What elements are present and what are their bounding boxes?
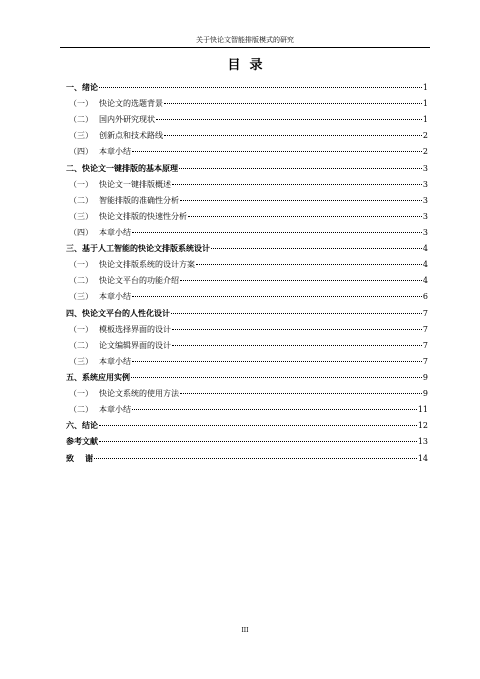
toc-entry-page: 1	[422, 83, 428, 92]
toc-entry-title: 本章小结	[99, 356, 131, 366]
toc-entry-number: 五、	[66, 372, 82, 382]
toc-entry-page: 2	[422, 147, 428, 157]
toc-entry-page: 7	[422, 340, 428, 350]
toc-entry-title: 智能排版的准确性分析	[99, 195, 179, 205]
toc-entry-title: 快论文系统的使用方法	[99, 389, 179, 399]
toc-dot-leader	[171, 313, 422, 314]
toc-entry-section[interactable]	[66, 193, 428, 209]
toc-entry-page: 2	[422, 131, 428, 141]
toc-entry-number: 三、	[66, 244, 82, 254]
toc-dot-leader	[132, 296, 422, 297]
toc-entry-title: 模板选择界面的设计	[99, 324, 171, 334]
toc-dot-leader	[211, 248, 422, 249]
toc-entry-section[interactable]	[66, 322, 428, 338]
toc-entry-title: 快论文一键排版的基本原理	[82, 163, 178, 173]
toc-dot-leader	[196, 264, 422, 265]
toc-entry-title: 快论文排版系统的设计方案	[99, 260, 195, 270]
toc-entry-title: 绪论	[82, 83, 98, 92]
toc-dot-leader	[164, 135, 422, 136]
toc-dot-leader	[179, 168, 422, 169]
header-rule	[60, 47, 430, 48]
toc-entry-number: 一、	[66, 83, 82, 92]
toc-dot-leader	[131, 377, 422, 378]
toc-entry-page: 7	[422, 308, 428, 318]
toc-entry-number: （二）	[69, 405, 93, 415]
toc-entry-number: （一）	[69, 99, 93, 109]
toc-entry-number: （三）	[69, 131, 93, 141]
toc-dot-leader	[180, 393, 422, 394]
toc-dot-leader	[99, 425, 417, 426]
toc-entry-title: 国内外研究现状	[99, 115, 155, 125]
toc-entry-section[interactable]	[66, 273, 428, 289]
toc-entry-section[interactable]	[66, 289, 428, 305]
toc-dot-leader	[164, 103, 422, 104]
toc-entry-page: 3	[422, 163, 428, 173]
toc-entry-section[interactable]	[66, 96, 428, 112]
toc-entry-number: 二、	[66, 163, 82, 173]
toc-entry-page: 9	[422, 372, 428, 382]
toc-entry-number: （三）	[69, 356, 93, 366]
toc-entry-title: 系统应用实例	[82, 372, 130, 382]
toc-entry-title: 参考文献	[66, 437, 98, 447]
toc-entry-section[interactable]	[66, 128, 428, 144]
toc-dot-leader	[132, 151, 422, 152]
toc-dot-leader	[156, 119, 422, 120]
toc-entry-section[interactable]	[66, 209, 428, 225]
toc-dot-leader	[132, 361, 422, 362]
toc-entry-page: 9	[422, 389, 428, 399]
toc-entry-number: （三）	[69, 211, 93, 221]
toc-entry-title: 基于人工智能的快论文排版系统设计	[82, 244, 210, 254]
toc-entry-chapter[interactable]	[66, 161, 428, 177]
toc-entry-section[interactable]	[66, 112, 428, 128]
toc-dot-leader	[132, 232, 422, 233]
toc-dot-leader	[94, 458, 417, 459]
toc-entry-section[interactable]	[66, 354, 428, 370]
toc-entry-title: 快论文平台的人性化设计	[82, 308, 170, 318]
toc-entry-page: 12	[417, 421, 428, 431]
toc-dot-leader	[99, 87, 422, 88]
toc-entry-page: 4	[422, 260, 428, 270]
page-number: III	[241, 627, 249, 634]
toc-entry-number: （一）	[69, 324, 93, 334]
toc-entry-title: 快论文的选题背景	[99, 99, 163, 109]
toc-entry-number: （一）	[69, 389, 93, 399]
toc-entry-number: （二）	[69, 195, 93, 205]
toc-entry-chapter[interactable]	[66, 80, 428, 96]
toc-entry-title: 论文编辑界面的设计	[99, 340, 171, 350]
toc-entry-section[interactable]	[66, 338, 428, 354]
toc-dot-leader	[180, 280, 422, 281]
toc-entry-title: 致 谢	[66, 453, 94, 463]
toc-entry-title: 结论	[82, 421, 98, 431]
toc-entry-number: （一）	[69, 260, 93, 270]
table-of-contents	[66, 80, 428, 467]
toc-entry-section[interactable]	[66, 225, 428, 241]
toc-entry-page: 3	[422, 211, 428, 221]
toc-entry-section[interactable]	[66, 386, 428, 402]
toc-entry-chapter[interactable]	[66, 306, 428, 322]
toc-entry-page: 7	[422, 356, 428, 366]
toc-entry-title: 本章小结	[99, 147, 131, 157]
toc-entry-number: （一）	[69, 179, 93, 189]
toc-entry-page: 4	[422, 244, 428, 254]
toc-entry-chapter[interactable]	[66, 451, 428, 467]
toc-entry-page: 3	[422, 227, 428, 237]
toc-entry-section[interactable]	[66, 177, 428, 193]
toc-entry-number: 六、	[66, 421, 82, 431]
toc-entry-page: 3	[422, 195, 428, 205]
toc-entry-number: （二）	[69, 340, 93, 350]
toc-dot-leader	[180, 200, 422, 201]
toc-dot-leader	[172, 345, 422, 346]
toc-entry-title: 本章小结	[99, 405, 131, 415]
toc-entry-number: （四）	[69, 147, 93, 157]
toc-dot-leader	[99, 441, 417, 442]
toc-entry-title: 快论文平台的功能介绍	[99, 276, 179, 286]
toc-entry-number: （四）	[69, 227, 93, 237]
toc-entry-chapter[interactable]	[66, 370, 428, 386]
toc-entry-number: （二）	[69, 115, 93, 125]
toc-entry-page: 1	[422, 99, 428, 109]
toc-dot-leader	[172, 184, 422, 185]
toc-entry-page: 6	[422, 292, 428, 302]
toc-entry-title: 本章小结	[99, 292, 131, 302]
toc-dot-leader	[132, 409, 417, 410]
toc-entry-chapter[interactable]	[66, 434, 428, 450]
toc-entry-section[interactable]	[66, 402, 428, 418]
toc-entry-number: （二）	[69, 276, 93, 286]
toc-entry-number: （三）	[69, 292, 93, 302]
toc-entry-page: 1	[422, 115, 428, 125]
toc-entry-page: 11	[417, 405, 428, 415]
toc-entry-title: 本章小结	[99, 227, 131, 237]
toc-entry-page: 7	[422, 324, 428, 334]
toc-entry-title: 快论文一键排版概述	[99, 179, 171, 189]
toc-entry-chapter[interactable]	[66, 241, 428, 257]
toc-entry-title: 快论文排版的快速性分析	[99, 211, 187, 221]
toc-entry-page: 3	[422, 179, 428, 189]
toc-dot-leader	[188, 216, 422, 217]
toc-dot-leader	[172, 329, 422, 330]
toc-entry-chapter[interactable]	[66, 418, 428, 434]
toc-entry-section[interactable]	[66, 144, 428, 160]
toc-entry-page: 13	[417, 437, 428, 447]
toc-entry-page: 14	[417, 453, 428, 463]
toc-title: 目 录	[227, 58, 263, 73]
toc-entry-number: 四、	[66, 308, 82, 318]
toc-entry-section[interactable]	[66, 257, 428, 273]
toc-entry-page: 4	[422, 276, 428, 286]
running-header: 关于快论文智能排版模式的研究	[196, 36, 294, 44]
toc-entry-title: 创新点和技术路线	[99, 131, 163, 141]
